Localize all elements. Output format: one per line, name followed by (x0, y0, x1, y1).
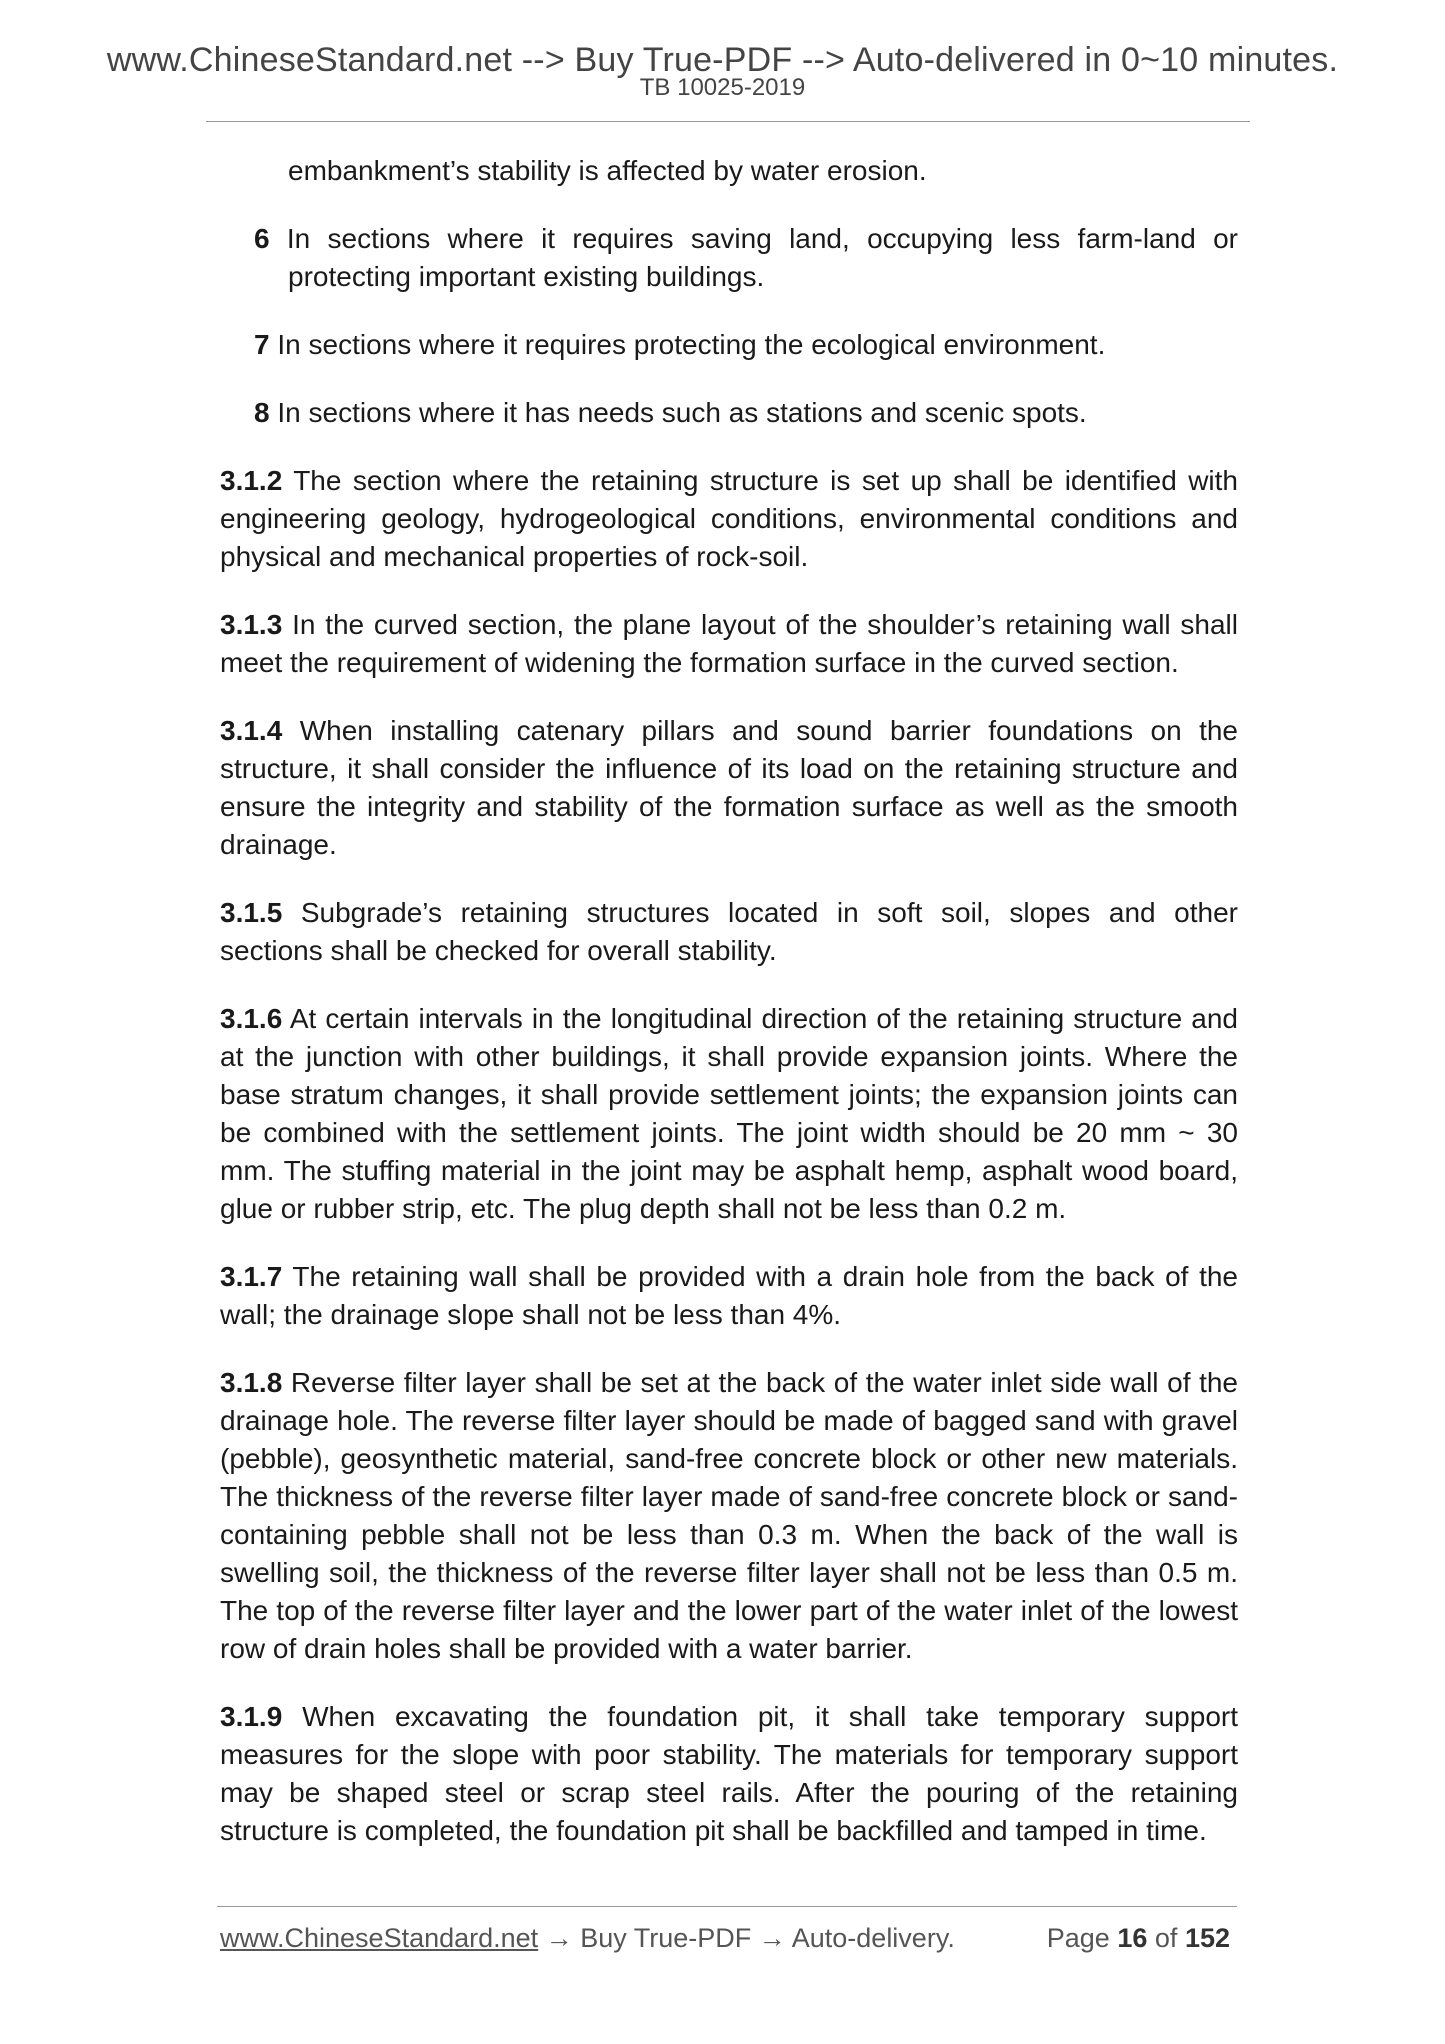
clause (220, 462, 1238, 576)
clause-number: 3.1.5 (220, 897, 283, 928)
clause (220, 1364, 1238, 1668)
continued-text: embankment’s stability is affected by water erosion. (288, 155, 927, 186)
page-total: 152 (1184, 1923, 1230, 1953)
clause-number: 3.1.8 (220, 1367, 283, 1398)
clause (220, 1000, 1238, 1228)
clause-number: 3.1.2 (220, 465, 283, 496)
clause (220, 712, 1238, 864)
clause-text: At certain intervals in the longitudinal direction of the retaining structure and at the junction with other buildings, it shall provide expansion joints. Where the base stratum changes, it shall provide settlement joints; the expansion joints can be combined with the settlement joints. The joint width should be 20 mm ~ 30 mm. The stuffing material in the joint may be asphalt hemp, asphalt wood board, glue or rubber strip, etc. The plug depth shall not be less than 0.2 m. (220, 1003, 1239, 1224)
clause-number: 3.1.6 (220, 1003, 283, 1034)
clause-text: Subgrade’s retaining structures located in soft soil, slopes and other sections shall be checked for overall stability. (220, 897, 1238, 966)
item-number: 7 (254, 329, 270, 360)
document-code: TB 10025-2019 (639, 74, 806, 101)
clause-text: The section where the retaining structure is set up shall be identified with engineering geology, hydrogeological conditions, environmental conditions and physical and mechanical properties of rock-soil. (220, 465, 1239, 572)
of-label: of (1154, 1923, 1178, 1953)
list-item (254, 326, 1238, 364)
clause-number: 3.1.4 (220, 715, 283, 746)
page-indicator (1047, 1920, 1230, 1956)
clause-number: 3.1.7 (220, 1261, 283, 1292)
clause-text: When excavating the foundation pit, it shall take temporary support measures for the slope with poor stability. The materials for temporary support may be shaped steel or scrap steel rails. After the pouring of the retaining structure is completed, the foundation pit shall be backfilled and tamped in time. (220, 1701, 1239, 1846)
footer-tagline: → Buy True-PDF → Auto-delivery. (538, 1923, 955, 1953)
item-text: In sections where it has needs such as stations and scenic spots. (277, 397, 1087, 428)
clause-text: Reverse filter layer shall be set at the back of the water inlet side wall of the drainage hole. The reverse filter layer should be made of bagged sand with gravel (pebble), geosynthetic material, sand-free concrete block or other new materials. The thickness of the reverse filter layer made of sand-free concrete block or sand-containing pebble shall not be less than 0.3 m. When the back of the wall is swelling soil, the thickness of the reverse filter layer shall not be less than 0.5 m. The top of the reverse filter layer and the lower part of the water inlet of the lowest row of drain holes shall be provided with a water barrier. (220, 1367, 1239, 1664)
footer-links (220, 1920, 955, 1956)
page-number: 16 (1117, 1923, 1148, 1953)
clause (220, 606, 1238, 682)
clause-number: 3.1.9 (220, 1701, 283, 1732)
clause (220, 894, 1238, 970)
header-banner: www.ChineseStandard.net --> Buy True-PDF --> Auto-delivered in 0~10 minutes. (106, 41, 1339, 79)
clause-text: In the curved section, the plane layout of the shoulder’s retaining wall shall meet the requirement of widening the formation surface in the curved section. (220, 609, 1238, 678)
page-label: Page (1046, 1923, 1110, 1953)
item-text: In sections where it requires saving land, occupying less farm-land or protecting important existing buildings. (286, 223, 1238, 292)
clause-text: When installing catenary pillars and sound barrier foundations on the structure, it shall consider the influence of its load on the retaining structure and ensure the integrity and stability of the formation surface as well as the smooth drainage. (220, 715, 1238, 860)
clause-number: 3.1.3 (220, 609, 283, 640)
item-number: 6 (254, 223, 270, 254)
website-link[interactable]: www.ChineseStandard.net (220, 1923, 539, 1953)
clause-text: The retaining wall shall be provided with a drain hole from the back of the wall; the drainage slope shall not be less than 4%. (220, 1261, 1239, 1330)
list-item (254, 394, 1238, 432)
clause (220, 1698, 1238, 1850)
footer-divider (217, 1906, 1237, 1907)
item-text: In sections where it requires protecting the ecological environment. (277, 329, 1106, 360)
page-content (220, 152, 1238, 1880)
clause (220, 1258, 1238, 1334)
list-item (254, 220, 1238, 296)
item-number: 8 (254, 397, 270, 428)
header-divider (206, 121, 1250, 122)
